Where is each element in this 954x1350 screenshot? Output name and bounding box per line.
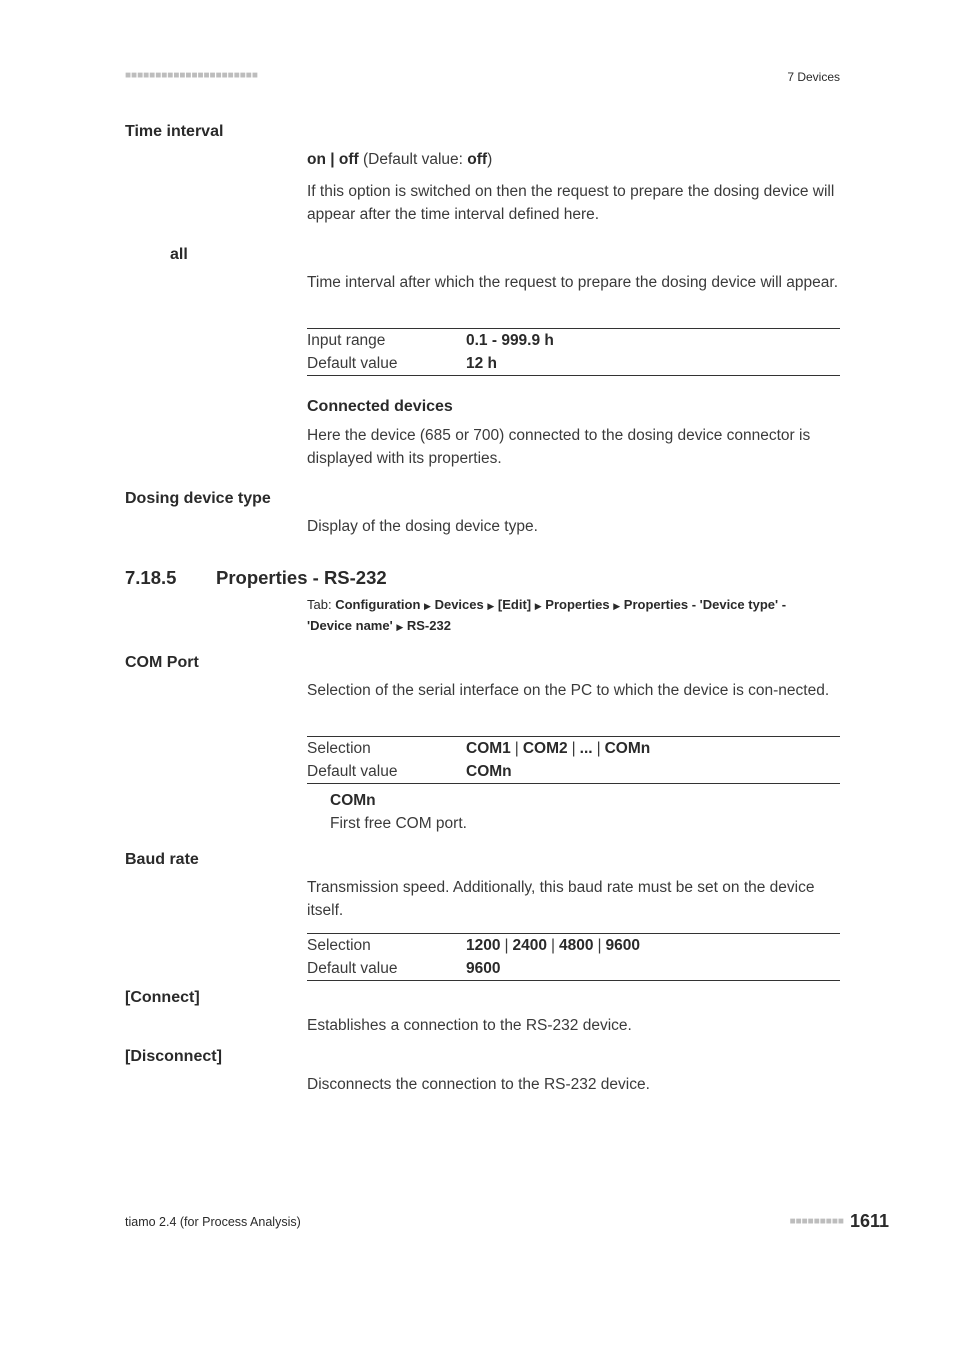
disconnect-heading: [Disconnect]: [125, 1048, 222, 1065]
table-row: [307, 934, 840, 957]
option-ellipsis: ...: [579, 740, 593, 757]
table-key: Default value: [307, 960, 398, 977]
default-prefix: (Default value:: [363, 151, 468, 168]
table-row: [307, 329, 840, 352]
path-device-type: Properties - 'Device type' -: [623, 597, 787, 612]
arrow-icon: ▶: [396, 622, 404, 632]
table-value: 12 h: [466, 355, 498, 372]
comn-option-description: First free COM port.: [330, 815, 467, 832]
tab-path: [307, 595, 840, 637]
table-key: Selection: [307, 740, 371, 757]
option-1200: 1200: [466, 937, 501, 954]
option-on: on: [307, 151, 326, 168]
baud-rate-table: [307, 933, 840, 981]
page-number: 1611: [849, 1211, 889, 1231]
footer-product: tiamo 2.4 (for Process Analysis): [125, 1215, 301, 1229]
table-key: Input range: [307, 332, 386, 349]
option-off: off: [338, 151, 359, 168]
connected-devices-description: Here the device (685 or 700) connected to the dosing device connector is displayed with its properties.: [307, 427, 811, 467]
all-heading: all: [170, 246, 188, 263]
footer-page-block: [790, 1211, 889, 1232]
table-value: [466, 737, 650, 760]
separator: |: [597, 937, 602, 954]
time-interval-options: [307, 149, 840, 172]
table-row: [307, 760, 840, 783]
all-description: Time interval after which the request to prepare the dosing device will appear.: [307, 274, 839, 291]
default-suffix: ): [487, 151, 493, 168]
default-value: off: [467, 151, 488, 168]
path-devices: Devices: [434, 597, 484, 612]
separator: |: [596, 740, 601, 757]
connect-heading: [Connect]: [125, 989, 200, 1006]
tab-prefix: Tab:: [307, 597, 336, 612]
separator: |: [514, 740, 519, 757]
table-key: Default value: [307, 763, 398, 780]
arrow-icon: ▶: [613, 601, 621, 611]
path-edit: [Edit]: [497, 597, 532, 612]
separator: |: [571, 740, 576, 757]
com-port-table: [307, 736, 840, 784]
table-value: 9600: [466, 960, 501, 977]
com-port-heading: COM Port: [125, 654, 199, 671]
path-properties: Properties: [545, 597, 610, 612]
table-row: [307, 737, 840, 760]
path-rs232: RS-232: [406, 618, 451, 633]
connected-devices-heading: Connected devices: [307, 398, 453, 415]
arrow-icon: ▶: [424, 601, 431, 611]
table-key: Selection: [307, 937, 371, 954]
disconnect-description: Disconnects the connection to the RS-232 device.: [307, 1076, 650, 1093]
table-value: [466, 934, 640, 957]
section-number: 7.18.5: [125, 567, 177, 588]
baud-rate-heading: Baud rate: [125, 851, 199, 868]
option-separator: |: [330, 151, 335, 168]
baud-rate-description: Transmission speed. Additionally, this baud rate must be set on the device itself.: [307, 879, 815, 919]
table-value: 0.1 - 999.9 h: [466, 332, 554, 349]
connect-description: Establishes a connection to the RS-232 device.: [307, 1017, 632, 1034]
table-row: [307, 352, 840, 375]
chapter-label: 7 Devices: [787, 70, 840, 84]
path-device-name: 'Device name': [307, 618, 393, 633]
separator: |: [551, 937, 556, 954]
com-port-description: Selection of the serial interface on the PC to which the device is con-nected.: [307, 682, 830, 699]
option-9600: 9600: [605, 937, 641, 954]
separator: |: [504, 937, 509, 954]
header-decoration: ■■■■■■■■■■■■■■■■■■■■■■: [125, 70, 258, 81]
option-2400: 2400: [512, 937, 547, 954]
arrow-icon: ▶: [534, 601, 542, 611]
table-value: COMn: [466, 763, 512, 780]
arrow-icon: ▶: [487, 601, 495, 611]
table-row: [307, 957, 840, 980]
option-com1: COM1: [466, 740, 511, 757]
time-interval-table: [307, 328, 840, 376]
comn-option-name: COMn: [330, 792, 376, 809]
dosing-device-type-description: Display of the dosing device type.: [307, 518, 538, 535]
option-4800: 4800: [559, 937, 594, 954]
table-key: Default value: [307, 355, 398, 372]
path-configuration: Configuration: [335, 597, 421, 612]
dosing-device-type-heading: Dosing device type: [125, 490, 271, 507]
time-interval-heading: Time interval: [125, 123, 224, 140]
time-interval-description: If this option is switched on then the request to prepare the dosing device will appear after the time interval defined here.: [307, 183, 835, 223]
section-title: Properties - RS-232: [216, 567, 387, 588]
footer-decoration: ■■■■■■■■■: [789, 1216, 844, 1227]
option-com2: COM2: [522, 740, 568, 757]
option-comn: COMn: [604, 740, 651, 757]
